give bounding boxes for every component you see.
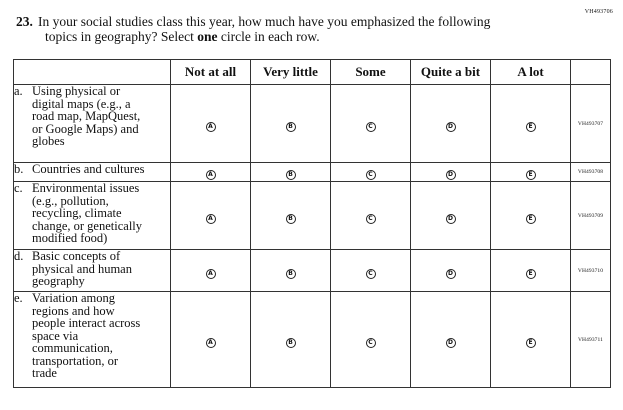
row-text	[32, 85, 170, 148]
response-cell[interactable]	[251, 250, 331, 292]
column-header-very-little: Very little	[251, 60, 331, 85]
row-letter: b.	[14, 162, 24, 176]
response-cell[interactable]	[331, 182, 411, 250]
row-code: VH493710	[571, 250, 611, 292]
row-text-line: or Google Maps) and	[32, 121, 139, 136]
row-text-line: (e.g., pollution,	[32, 193, 109, 208]
response-cell[interactable]	[171, 182, 251, 250]
response-bubble-a[interactable]: A	[206, 122, 216, 132]
row-text-line: Using physical or	[32, 84, 121, 98]
response-bubble-c[interactable]: C	[366, 214, 376, 224]
question-number: 23.	[16, 14, 33, 29]
response-cell[interactable]	[171, 163, 251, 182]
column-header-not-at-all: Not at all	[171, 60, 251, 85]
response-cell[interactable]	[251, 85, 331, 163]
table-row	[14, 250, 611, 292]
response-cell[interactable]	[251, 163, 331, 182]
row-text-line: geography	[32, 274, 85, 288]
header-blank-left	[14, 60, 171, 85]
response-cell[interactable]	[331, 85, 411, 163]
response-bubble-b[interactable]: B	[286, 122, 296, 132]
response-bubble-b[interactable]: B	[286, 269, 296, 279]
row-text	[32, 250, 170, 288]
row-label	[14, 250, 171, 292]
row-letter: e.	[14, 291, 23, 305]
response-cell[interactable]	[491, 163, 571, 182]
response-bubble-b[interactable]: B	[286, 214, 296, 224]
response-cell[interactable]	[171, 85, 251, 163]
column-header-quite-a-bit: Quite a bit	[411, 60, 491, 85]
row-code: VH493711	[571, 292, 611, 388]
response-bubble-b[interactable]: B	[286, 170, 296, 180]
table-row	[14, 182, 611, 250]
response-bubble-c[interactable]: C	[366, 338, 376, 348]
response-cell[interactable]	[411, 163, 491, 182]
row-label	[14, 85, 171, 163]
question-line-1: In your social studies class this year, how much have you emphasized the following	[38, 14, 491, 29]
response-bubble-d[interactable]: D	[446, 269, 456, 279]
response-bubble-e[interactable]: E	[526, 170, 536, 180]
question-line-2-post: circle in each row.	[217, 29, 320, 44]
row-text-line: people interact across	[32, 316, 141, 330]
row-letter: a.	[14, 84, 23, 98]
response-cell[interactable]	[491, 250, 571, 292]
row-text-line: Environmental issues	[32, 181, 140, 195]
row-text-line: Basic concepts of	[32, 249, 121, 263]
response-cell[interactable]	[491, 85, 571, 163]
table-row	[14, 292, 611, 388]
row-text-line: Countries and cultures	[32, 162, 145, 176]
row-text-line: modified food)	[32, 231, 108, 245]
response-bubble-c[interactable]: C	[366, 122, 376, 132]
row-text	[32, 292, 170, 380]
header-row	[14, 60, 611, 85]
response-bubble-d[interactable]: D	[446, 338, 456, 348]
response-cell[interactable]	[331, 250, 411, 292]
row-text-line: communication,	[32, 341, 113, 355]
response-cell[interactable]	[411, 182, 491, 250]
question-line-2-bold: one	[197, 29, 218, 44]
response-cell[interactable]	[171, 292, 251, 388]
row-code: VH493708	[571, 163, 611, 182]
row-text-line: Variation among	[32, 291, 115, 305]
response-bubble-e[interactable]: E	[526, 269, 536, 279]
row-text-line: recycling, climate	[32, 206, 122, 220]
response-bubble-e[interactable]: E	[526, 122, 536, 132]
response-bubble-a[interactable]: A	[206, 338, 216, 348]
row-label	[14, 163, 171, 182]
form-code: VH493706	[584, 9, 613, 15]
row-code: VH493709	[571, 182, 611, 250]
response-cell[interactable]	[331, 292, 411, 388]
response-bubble-d[interactable]: D	[446, 122, 456, 132]
row-label	[14, 182, 171, 250]
response-cell[interactable]	[411, 292, 491, 388]
response-bubble-c[interactable]: C	[366, 170, 376, 180]
header-blank-right	[571, 60, 611, 85]
response-bubble-e[interactable]: E	[526, 214, 536, 224]
row-text-line: regions and how	[32, 303, 115, 318]
table-row	[14, 85, 611, 163]
row-letter: d.	[14, 249, 24, 263]
row-letter: c.	[14, 181, 23, 195]
row-text	[32, 163, 170, 176]
response-bubble-a[interactable]: A	[206, 269, 216, 279]
row-text-line: digital maps (e.g., a	[32, 96, 131, 111]
response-cell[interactable]	[411, 85, 491, 163]
response-bubble-a[interactable]: A	[206, 214, 216, 224]
response-cell[interactable]	[491, 182, 571, 250]
response-bubble-c[interactable]: C	[366, 269, 376, 279]
response-bubble-d[interactable]: D	[446, 214, 456, 224]
question-line-2-pre: topics in geography? Select	[45, 29, 198, 44]
response-cell[interactable]	[331, 163, 411, 182]
row-text-line: transportation, or	[32, 353, 119, 368]
response-cell[interactable]	[251, 292, 331, 388]
row-text	[32, 182, 170, 245]
response-bubble-b[interactable]: B	[286, 338, 296, 348]
table-row	[14, 163, 611, 182]
response-cell[interactable]	[411, 250, 491, 292]
response-cell[interactable]	[491, 292, 571, 388]
row-text-line: trade	[32, 366, 57, 380]
row-text-line: globes	[32, 134, 65, 148]
response-cell[interactable]	[171, 250, 251, 292]
row-code: VH493707	[571, 85, 611, 163]
response-grid	[13, 59, 611, 388]
response-bubble-d[interactable]: D	[446, 170, 456, 180]
row-text-line: space via	[32, 328, 79, 343]
row-text-line: physical and human	[32, 261, 132, 276]
row-text-line: road map, MapQuest,	[32, 109, 141, 123]
question-prompt	[16, 14, 576, 44]
row-label	[14, 292, 171, 388]
response-bubble-a[interactable]: A	[206, 170, 216, 180]
column-header-some: Some	[331, 60, 411, 85]
row-text-line: change, or genetically	[32, 218, 143, 233]
response-cell[interactable]	[251, 182, 331, 250]
response-bubble-e[interactable]: E	[526, 338, 536, 348]
column-header-a-lot: A lot	[491, 60, 571, 85]
